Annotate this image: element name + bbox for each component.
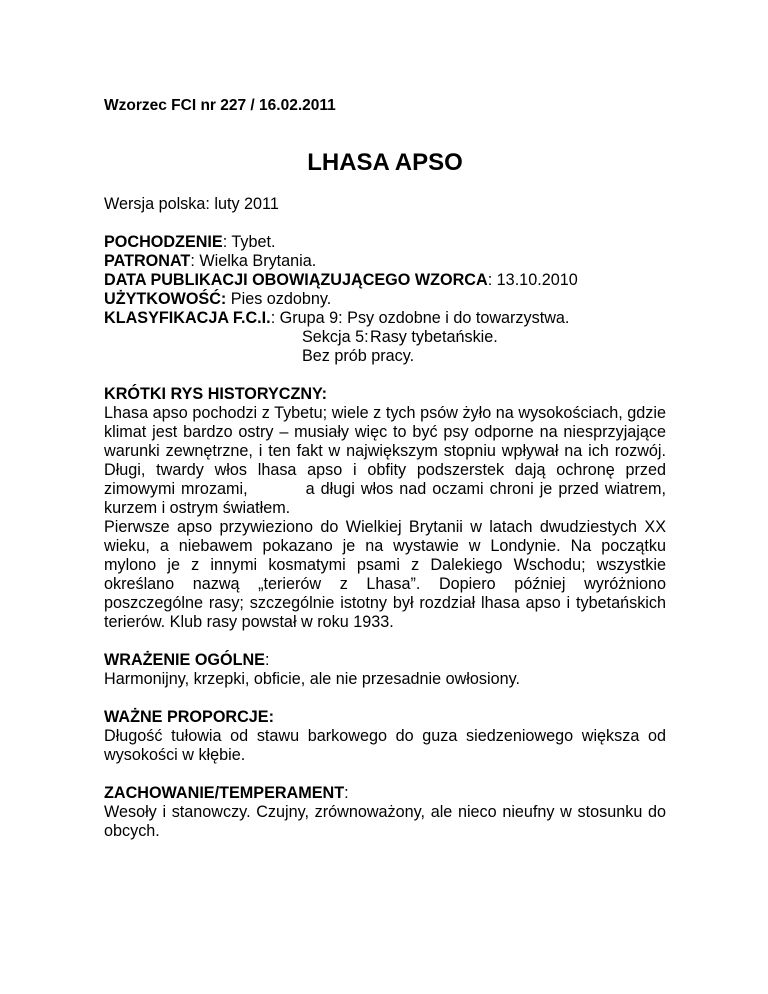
temperament-heading-colon: : <box>344 784 349 802</box>
patron-value: : Wielka Brytania. <box>190 252 317 270</box>
impression-heading-colon: : <box>264 651 270 669</box>
patron-line <box>104 252 666 271</box>
date-value: : 13.10.2010 <box>487 271 578 289</box>
temperament-text: Wesoły i stanowczy. Czujny, zrównoważony, ale nieco nieufny w stosunku do obcych. <box>104 803 666 840</box>
date-line <box>104 271 666 290</box>
meta-block <box>104 233 666 366</box>
proportions-text: Długość tułowia od stawu barkowego do guza siedzeniowego większa od wysokości w kłębie. <box>104 727 666 764</box>
impression-heading-text: WRAŻENIE OGÓLNE <box>104 651 265 669</box>
version-line: Wersja polska: luty 2011 <box>104 195 279 213</box>
proportions-heading: WAŻNE PROPORCJE: <box>104 708 274 726</box>
breed-title: LHASA APSO <box>307 149 463 176</box>
date-label: DATA PUBLIKACJI OBOWIĄZUJĄCEGO WZORCA <box>104 271 488 289</box>
patron-label: PATRONAT <box>104 252 191 270</box>
section-name: Rasy tybetańskie. <box>370 328 498 346</box>
history-section <box>104 385 666 632</box>
origin-line <box>104 233 666 252</box>
section-line <box>104 328 666 347</box>
history-paragraph-1 <box>104 404 666 518</box>
work-trial-line: Bez prób pracy. <box>302 347 415 365</box>
section-number: Sekcja 5: <box>302 328 369 346</box>
impression-section <box>104 651 666 689</box>
classification-value: : Grupa 9: Psy ozdobne i do towarzystwa. <box>270 309 570 327</box>
classification-label: KLASYFIKACJA F.C.I. <box>104 309 271 327</box>
history-paragraph-2: Pierwsze apso przywieziono do Wielkiej Brytanii w latach dwudziestych XX wieku, a niebawem pokazano je na wystawie w Londynie. Na początku mylono je z innymi kosmatymi psami z Dalekiego Wschodu; wszystkie określano nazwą „terierów z Lhasa”. Dopiero później wyróżniono poszczególne rasy; szczególnie istotny był rozdział lhasa apso i tybetańskich terierów. Klub rasy powstał w roku 1933. <box>104 518 666 631</box>
impression-text: Harmonijny, krzepki, obficie, ale nie przesadnie owłosiony. <box>104 670 520 688</box>
classification-line <box>104 309 666 328</box>
history-heading: KRÓTKI RYS HISTORYCZNY: <box>104 385 328 403</box>
temperament-section <box>104 784 666 841</box>
origin-label: POCHODZENIE <box>104 233 223 251</box>
temperament-heading <box>104 784 666 803</box>
document-page <box>104 96 666 841</box>
usage-line <box>104 290 666 309</box>
proportions-section <box>104 708 666 765</box>
usage-label: UŻYTKOWOŚĆ: <box>104 290 227 308</box>
origin-value: : Tybet. <box>222 233 276 251</box>
usage-value: Pies ozdobny. <box>226 290 332 308</box>
history-p1b: a długi włos nad oczami chroni je przed wiatrem, kurzem i ostrym światłem. <box>104 480 666 517</box>
standard-header: Wzorzec FCI nr 227 / 16.02.2011 <box>104 97 336 114</box>
history-p1a: Lhasa apso pochodzi z Tybetu; wiele z tych psów żyło na wysokościach, gdzie klimat jest bardzo ostry – musiały więc to być psy odporne na niesprzyjające warunki zewnętrzne, i ten fakt w największym stopniu wpływał na ich rozwój. Długi, twardy włos lhasa apso i obfity podszerstek dają ochronę przed zimowymi mrozami, <box>104 404 666 498</box>
impression-heading <box>104 651 666 670</box>
temperament-heading-text: ZACHOWANIE/TEMPERAMENT <box>104 784 345 802</box>
